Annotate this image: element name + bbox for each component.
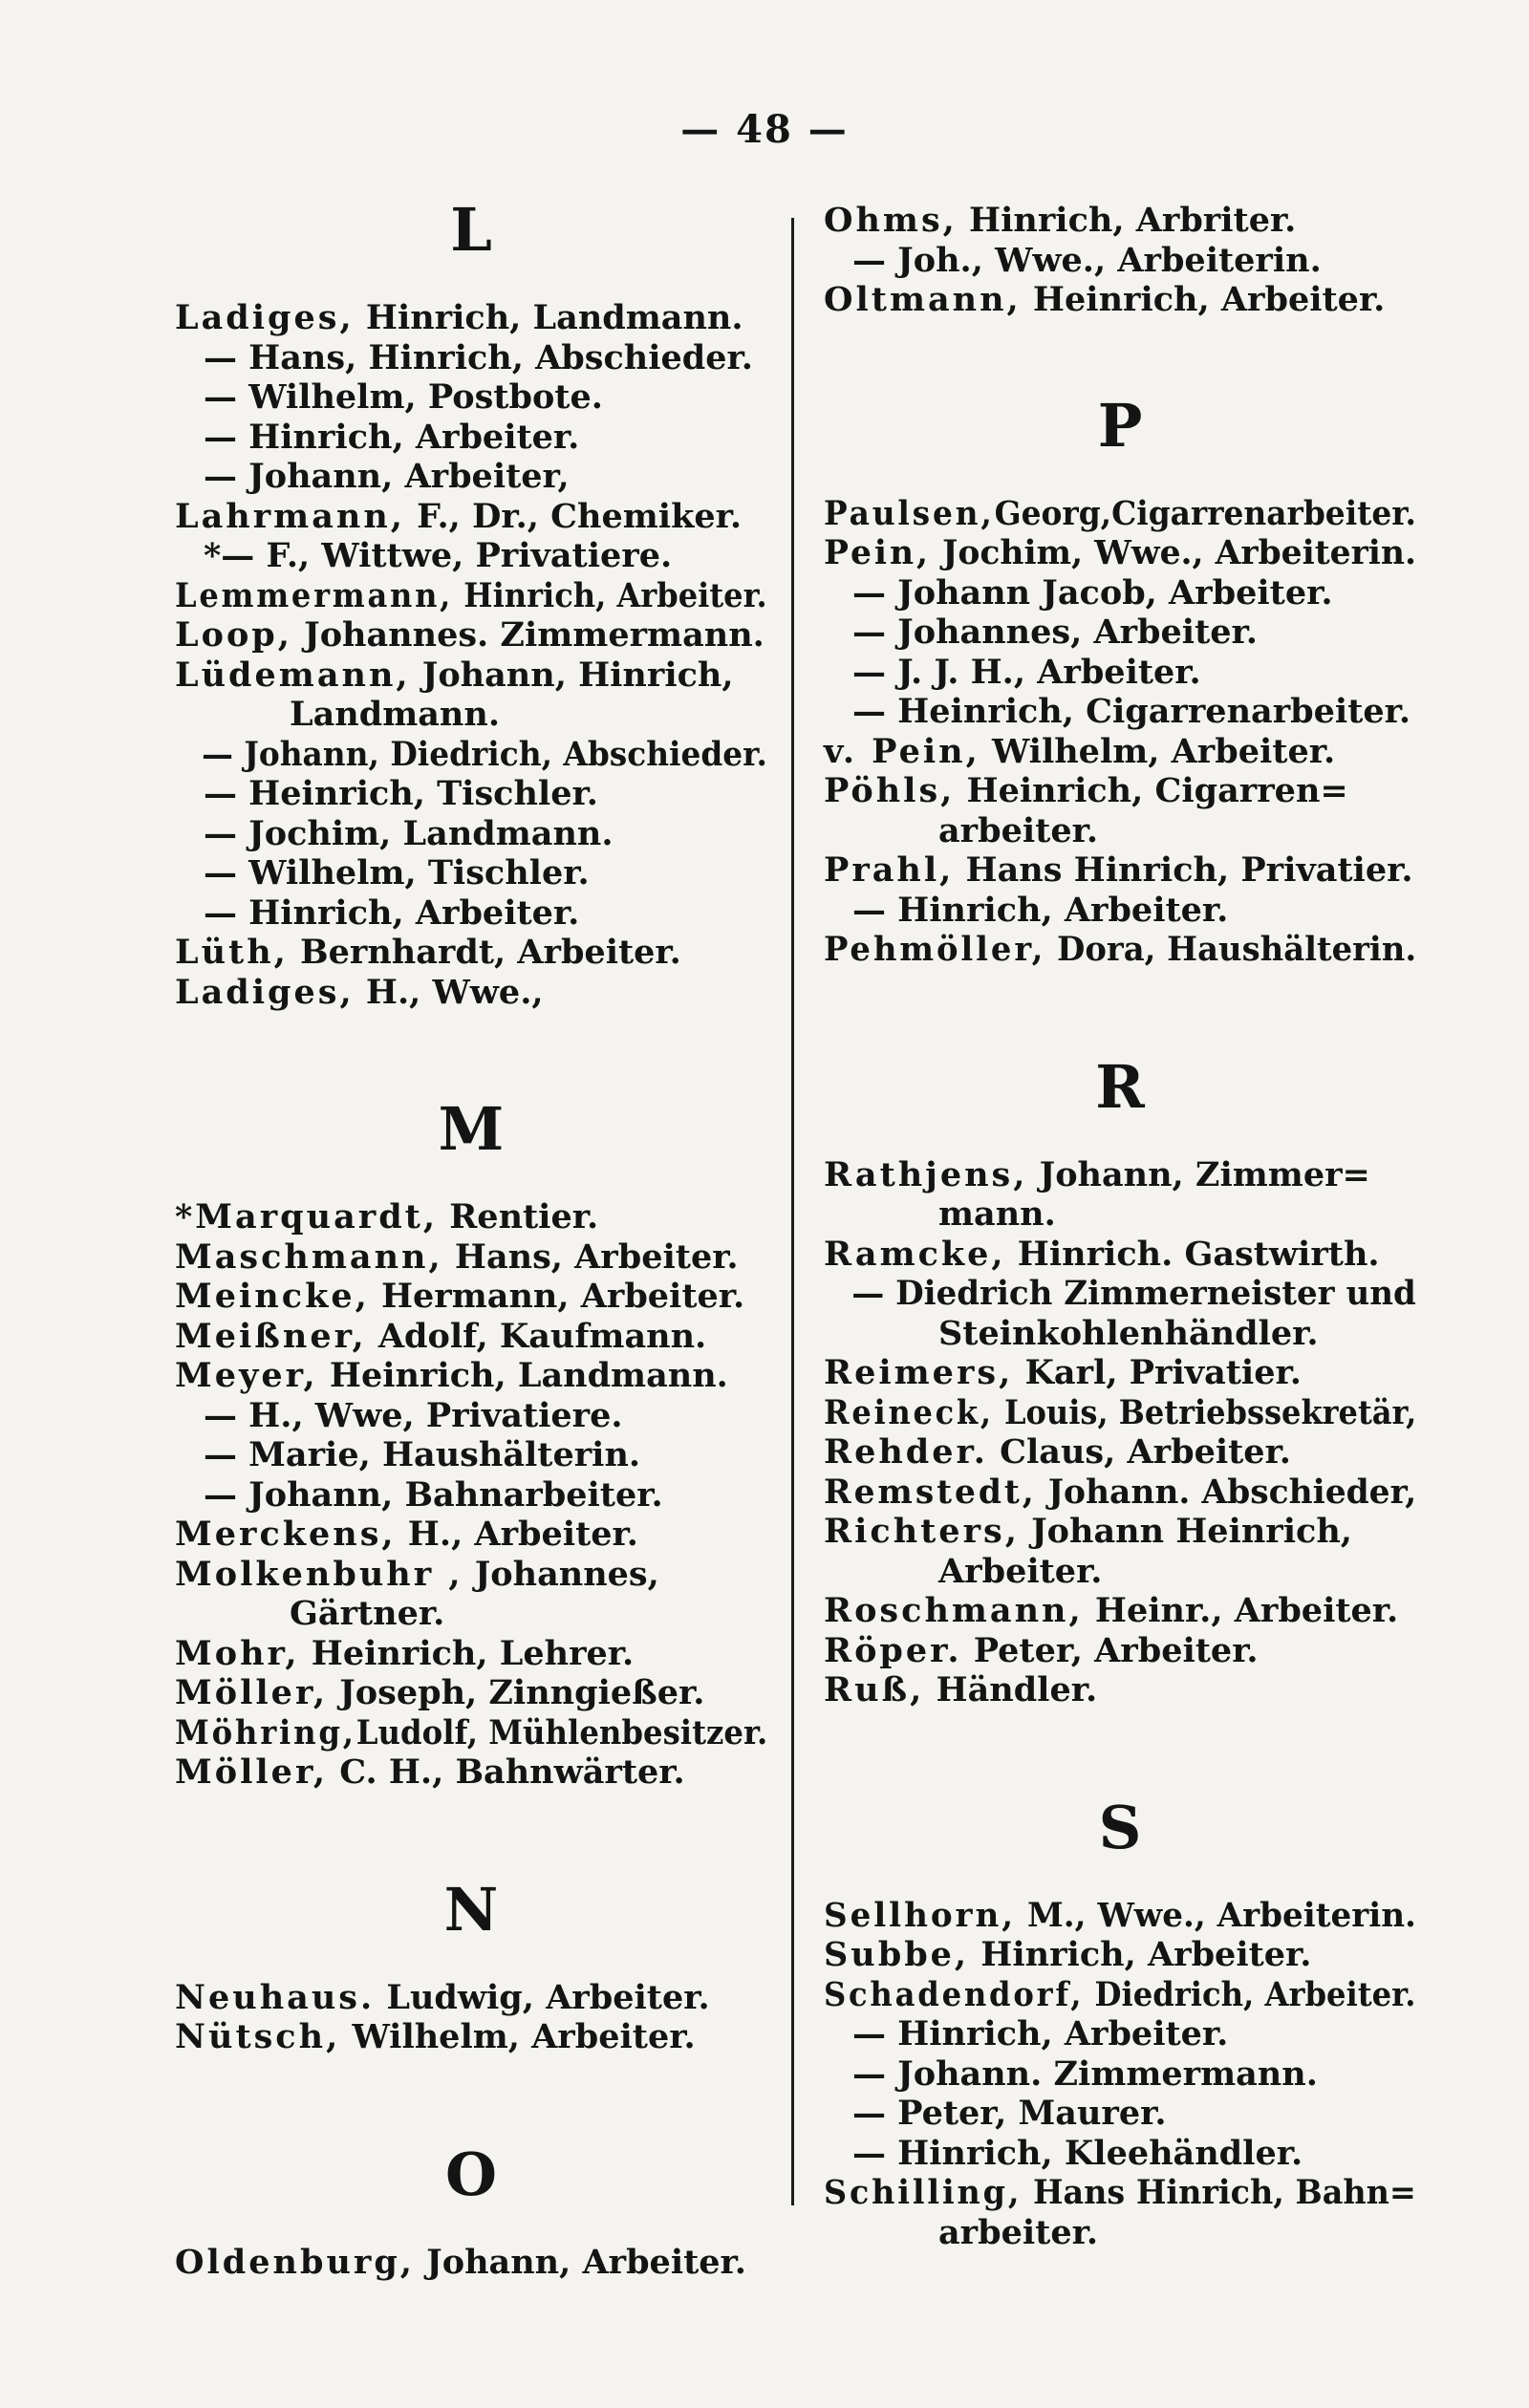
directory-entry: [175, 1634, 767, 1674]
directory-entry: [175, 656, 767, 696]
directory-entry: [824, 1512, 1416, 1552]
directory-entry: [175, 1978, 767, 2018]
entry-surname: Molkenbuhr ,: [175, 1554, 463, 1594]
directory-entry: [175, 298, 767, 338]
directory-entry: [824, 653, 1416, 693]
directory-entry: [175, 2017, 767, 2057]
directory-entry: [824, 1935, 1416, 1975]
entry-surname: Pein,: [824, 533, 931, 572]
directory-entry: [175, 418, 767, 458]
directory-entry: [175, 1277, 767, 1317]
directory-entry: [175, 734, 767, 775]
directory-entry: [824, 1235, 1416, 1275]
entry-details: — Hinrich, Arbeiter.: [204, 417, 580, 457]
entry-details: — Diedrich Zimmerneister und: [851, 1274, 1416, 1313]
entry-details: H., Arbeiter.: [396, 1515, 638, 1554]
entry-details: Johannes,: [463, 1554, 659, 1594]
directory-entry: [824, 1670, 1416, 1710]
directory-entry: [824, 2094, 1416, 2134]
directory-entry: [175, 814, 767, 854]
entry-surname: Ladiges,: [175, 298, 355, 337]
section-s: [824, 1792, 1416, 2253]
directory-entry: [175, 2243, 767, 2283]
directory-entry: [175, 1752, 767, 1793]
directory-entry: [824, 2054, 1416, 2095]
entry-details: — Wilhelm, Tischler.: [204, 853, 590, 892]
directory-entry: [175, 973, 767, 1013]
directory-entry: [824, 1472, 1417, 1513]
entry-details: — Hans, Hinrich, Abschieder.: [204, 337, 753, 377]
directory-entry: [175, 774, 767, 814]
entry-surname: Oldenburg,: [175, 2242, 415, 2282]
directory-entry: [824, 533, 1417, 573]
entry-surname: Pehmöller,: [824, 930, 1046, 969]
entry-details: — Marie, Haushälterin.: [204, 1435, 641, 1474]
directory-entry: [824, 1591, 1416, 1631]
entry-details: Hermann, Arbeiter.: [369, 1277, 745, 1316]
section-spacer: [175, 2057, 767, 2145]
entry-details: Peter, Arbeiter.: [961, 1630, 1259, 1670]
section-spacer: [175, 1012, 767, 1100]
directory-entry: [824, 493, 1416, 534]
section-m: [175, 1094, 768, 1793]
entry-details: Louis, Betriebssekretär,: [993, 1392, 1417, 1432]
entry-details: C. H., Bahnwärter.: [328, 1752, 685, 1792]
entry-surname: Lüth,: [175, 933, 289, 972]
entry-surname: Richters,: [824, 1512, 1020, 1551]
entry-surname: Ramcke,: [824, 1234, 1006, 1274]
directory-entry: [824, 1274, 1416, 1314]
directory-entry: [824, 891, 1416, 931]
left-column: [175, 195, 768, 2282]
entry-details: Steinkohlenhändler.: [938, 1313, 1319, 1353]
entry-details: mann.: [938, 1194, 1056, 1234]
directory-entry: [824, 2173, 1416, 2213]
entry-surname: Ladiges,: [175, 972, 355, 1012]
directory-entry: [824, 1155, 1416, 1195]
entry-details: — Jochim, Landmann.: [204, 813, 614, 853]
entry-details: Wilhelm, Arbeiter.: [980, 731, 1336, 771]
directory-entry: [175, 1237, 767, 1278]
entry-details: M., Wwe., Arbeiterin.: [1016, 1895, 1416, 1935]
directory-entry: [824, 280, 1416, 320]
entry-surname: Paulsen,: [824, 493, 995, 533]
directory-entry: [824, 1432, 1416, 1473]
directory-entry: [175, 1197, 767, 1237]
directory-entry: [824, 241, 1416, 281]
directory-entry: [175, 1475, 767, 1516]
entry-details: — Johann. Zimmermann.: [852, 2053, 1318, 2094]
directory-entry: [824, 613, 1416, 653]
entry-details: — Heinrich, Tischler.: [204, 774, 598, 813]
directory-entry: [824, 573, 1416, 613]
section-p: [824, 390, 1417, 970]
right-column: [824, 201, 1416, 2252]
directory-entry: [824, 771, 1416, 811]
entry-details: Hinrich, Arbeiter.: [969, 1935, 1312, 1974]
entry-surname: Pöhls,: [824, 771, 956, 810]
entry-details: Hinrich. Gastwirth.: [1005, 1234, 1380, 1274]
section-continued: [824, 201, 1416, 320]
directory-entry: [824, 732, 1416, 772]
entry-surname: Meißner,: [175, 1316, 367, 1356]
entry-surname: Reineck,: [824, 1392, 994, 1432]
section-n: [175, 1874, 767, 2057]
directory-entry: [175, 1317, 767, 1357]
entry-details: — Heinrich, Cigarrenarbeiter.: [852, 692, 1411, 731]
directory-entry: [824, 692, 1416, 732]
entry-details: Hans Hinrich, Bahn=: [1022, 2173, 1416, 2212]
entry-details: Johann, Zimmer=: [1027, 1154, 1370, 1194]
section-spacer: [175, 1793, 767, 1881]
entry-details: Karl, Privatier.: [1013, 1353, 1302, 1392]
entry-details: — H., Wwe, Privatiere.: [204, 1395, 623, 1435]
directory-entry: [824, 850, 1416, 891]
column-divider: [791, 218, 794, 2205]
section-letter: O: [444, 2139, 497, 2209]
directory-entry: [824, 1353, 1416, 1393]
entry-surname: Lüdemann,: [175, 655, 411, 695]
entry-surname: Meincke,: [175, 1277, 370, 1316]
entry-details: H., Wwe.,: [354, 972, 544, 1012]
directory-entry: [824, 201, 1416, 241]
entry-details: Heinrich, Arbeiter.: [1021, 280, 1386, 319]
entry-details: Landmann.: [290, 695, 500, 734]
entry-details: Bernhardt, Arbeiter.: [288, 933, 681, 972]
directory-entry: [175, 1594, 767, 1634]
entry-surname: Maschmann,: [175, 1236, 443, 1277]
entry-details: — Hinrich, Arbeiter.: [852, 2014, 1229, 2053]
entry-surname: Roschmann,: [824, 1591, 1084, 1630]
entry-surname: Meyer,: [175, 1356, 318, 1395]
directory-entry: [824, 1392, 1417, 1433]
entry-details: — Johann, Bahnarbeiter.: [204, 1474, 663, 1515]
entry-surname: Loop,: [175, 615, 292, 655]
entry-surname: Sellhorn,: [824, 1895, 1017, 1935]
entry-details: Johann, Hinrich,: [410, 655, 734, 695]
directory-entry: [175, 457, 767, 497]
entry-details: — J. J. H., Arbeiter.: [852, 652, 1201, 692]
directory-entry: [175, 695, 767, 735]
directory-entry: [824, 2014, 1416, 2054]
directory-entry: [175, 615, 767, 656]
directory-entry: [824, 2134, 1416, 2174]
entry-details: Gärtner.: [290, 1594, 445, 1633]
entry-surname: Rathjens,: [824, 1154, 1028, 1194]
directory-entry: [175, 933, 767, 973]
entry-details: Hinrich, Landmann.: [354, 298, 743, 337]
section-letter: M: [438, 1094, 505, 1164]
entry-details: Rentier.: [438, 1197, 599, 1236]
entry-details: — Hinrich, Arbeiter.: [204, 892, 580, 933]
section-letter: N: [443, 1874, 499, 1945]
entry-surname: Oltmann,: [824, 280, 1022, 319]
entry-details: F., Dr., Chemiker.: [404, 496, 743, 536]
entry-details: Ludolf, Mühlenbesitzer.: [355, 1712, 768, 1752]
section-letter: L: [450, 195, 492, 265]
entry-surname: Reimers,: [824, 1353, 1014, 1392]
directory-entry: [175, 338, 767, 378]
entry-surname: Mohr,: [175, 1633, 300, 1673]
entry-details: Arbeiter.: [938, 1551, 1103, 1591]
entry-details: Ludwig, Arbeiter.: [375, 1977, 710, 2017]
directory-entry: [175, 1712, 768, 1753]
entry-surname: *Marquardt,: [175, 1197, 439, 1236]
entry-surname: Rehder.: [824, 1432, 988, 1472]
entry-details: — Johann, Arbeiter,: [204, 457, 570, 496]
entry-details: — Johann, Diedrich, Abschieder.: [202, 734, 767, 774]
directory-entry: [824, 1552, 1416, 1592]
entry-details: Hinrich, Arbeiter.: [453, 575, 767, 615]
entry-surname: Schadendorf,: [824, 1974, 1085, 2014]
entry-surname: Röper.: [824, 1630, 962, 1670]
directory-entry: [175, 1396, 767, 1436]
entry-surname: Schilling,: [824, 2173, 1023, 2212]
directory-entry: [175, 377, 767, 418]
section-letter: P: [1097, 390, 1143, 461]
directory-entry: [824, 2213, 1416, 2253]
entry-details: Adolf, Kaufmann.: [366, 1316, 707, 1356]
entry-details: Johannes. Zimmermann.: [291, 615, 764, 655]
section-r: [824, 1051, 1417, 1710]
entry-details: — Johann Jacob, Arbeiter.: [852, 572, 1333, 613]
directory-entry: [824, 1194, 1416, 1235]
directory-entry: [175, 1515, 767, 1555]
directory-entry: [824, 811, 1416, 851]
section-l: [175, 195, 767, 1012]
entry-surname: Möller,: [175, 1752, 329, 1792]
entry-surname: Prahl,: [824, 850, 955, 890]
entry-details: Joseph, Zinngießer.: [328, 1673, 705, 1712]
entry-details: Dora, Haushälterin.: [1045, 930, 1417, 969]
entry-details: — Hinrich, Kleehändler.: [852, 2133, 1303, 2173]
entry-details: — Joh., Wwe., Arbeiterin.: [852, 240, 1322, 280]
section-o: [175, 2139, 767, 2283]
entry-details: Heinrich, Lehrer.: [299, 1633, 635, 1673]
entry-details: Johann Heinrich,: [1019, 1512, 1352, 1551]
directory-entry: [175, 1555, 767, 1595]
entry-details: Diedrich, Arbeiter.: [1084, 1974, 1416, 2014]
directory-entry: [175, 893, 767, 934]
entry-surname: Lahrmann,: [175, 496, 405, 536]
entry-details: Claus, Arbeiter.: [987, 1432, 1291, 1472]
entry-details: Händler.: [924, 1670, 1098, 1709]
directory-entry: [175, 575, 767, 616]
section-letter: R: [1095, 1051, 1145, 1122]
directory-entry: [175, 497, 767, 537]
entry-details: arbeiter.: [938, 810, 1099, 850]
directory-entry: [824, 1974, 1416, 2015]
entry-surname: Neuhaus.: [175, 1977, 376, 2017]
entry-details: — Johannes, Arbeiter.: [852, 613, 1258, 652]
entry-details: Hans Hinrich, Privatier.: [954, 850, 1413, 890]
entry-details: — Peter, Maurer.: [852, 2094, 1167, 2133]
entry-surname: Möhring,: [175, 1712, 356, 1752]
entry-details: Hinrich, Arbriter.: [957, 201, 1297, 240]
directory-entry: [175, 1435, 767, 1475]
entry-details: arbeiter.: [938, 2212, 1099, 2252]
entry-surname: Ohms,: [824, 201, 958, 240]
directory-entry: [175, 1673, 767, 1713]
entry-details: Jochim, Wwe., Arbeiterin.: [930, 533, 1417, 572]
directory-entry: [175, 536, 767, 576]
directory-entry: [824, 930, 1417, 970]
entry-surname: v. Pein,: [824, 731, 980, 771]
entry-surname: Nütsch,: [175, 2017, 341, 2056]
entry-details: Wilhelm, Arbeiter.: [340, 2017, 696, 2056]
entry-details: Johann. Abschieder,: [1036, 1472, 1417, 1512]
entry-details: Johann, Arbeiter.: [415, 2242, 746, 2282]
entry-surname: Subbe,: [824, 1935, 970, 1974]
entry-surname: Remstedt,: [824, 1472, 1037, 1512]
page-number: — 48 —: [680, 107, 849, 152]
entry-surname: Merckens,: [175, 1515, 397, 1554]
directory-entry: [175, 1356, 767, 1396]
directory-entry: [175, 853, 767, 893]
entry-details: Heinr., Arbeiter.: [1083, 1591, 1399, 1630]
section-spacer: [824, 320, 1416, 397]
directory-entry: [824, 1895, 1416, 1936]
entry-details: — Wilhelm, Postbote.: [204, 377, 603, 417]
directory-entry: [824, 1314, 1416, 1354]
entry-details: Hans, Arbeiter.: [442, 1236, 739, 1277]
entry-surname: Ruß,: [824, 1670, 925, 1709]
entry-details: Georg,Cigarrenarbeiter.: [994, 493, 1416, 533]
entry-details: *— F., Wittwe, Privatiere.: [204, 536, 673, 575]
entry-details: — Hinrich, Arbeiter.: [852, 890, 1229, 930]
section-spacer: [824, 970, 1416, 1058]
section-letter: S: [1098, 1792, 1142, 1862]
section-spacer: [824, 1710, 1416, 1798]
entry-surname: Lemmermann,: [175, 575, 454, 615]
entry-details: Heinrich, Landmann.: [317, 1356, 728, 1395]
directory-entry: [824, 1631, 1416, 1671]
entry-surname: Möller,: [175, 1673, 329, 1712]
entry-details: Heinrich, Cigarren=: [955, 771, 1348, 810]
